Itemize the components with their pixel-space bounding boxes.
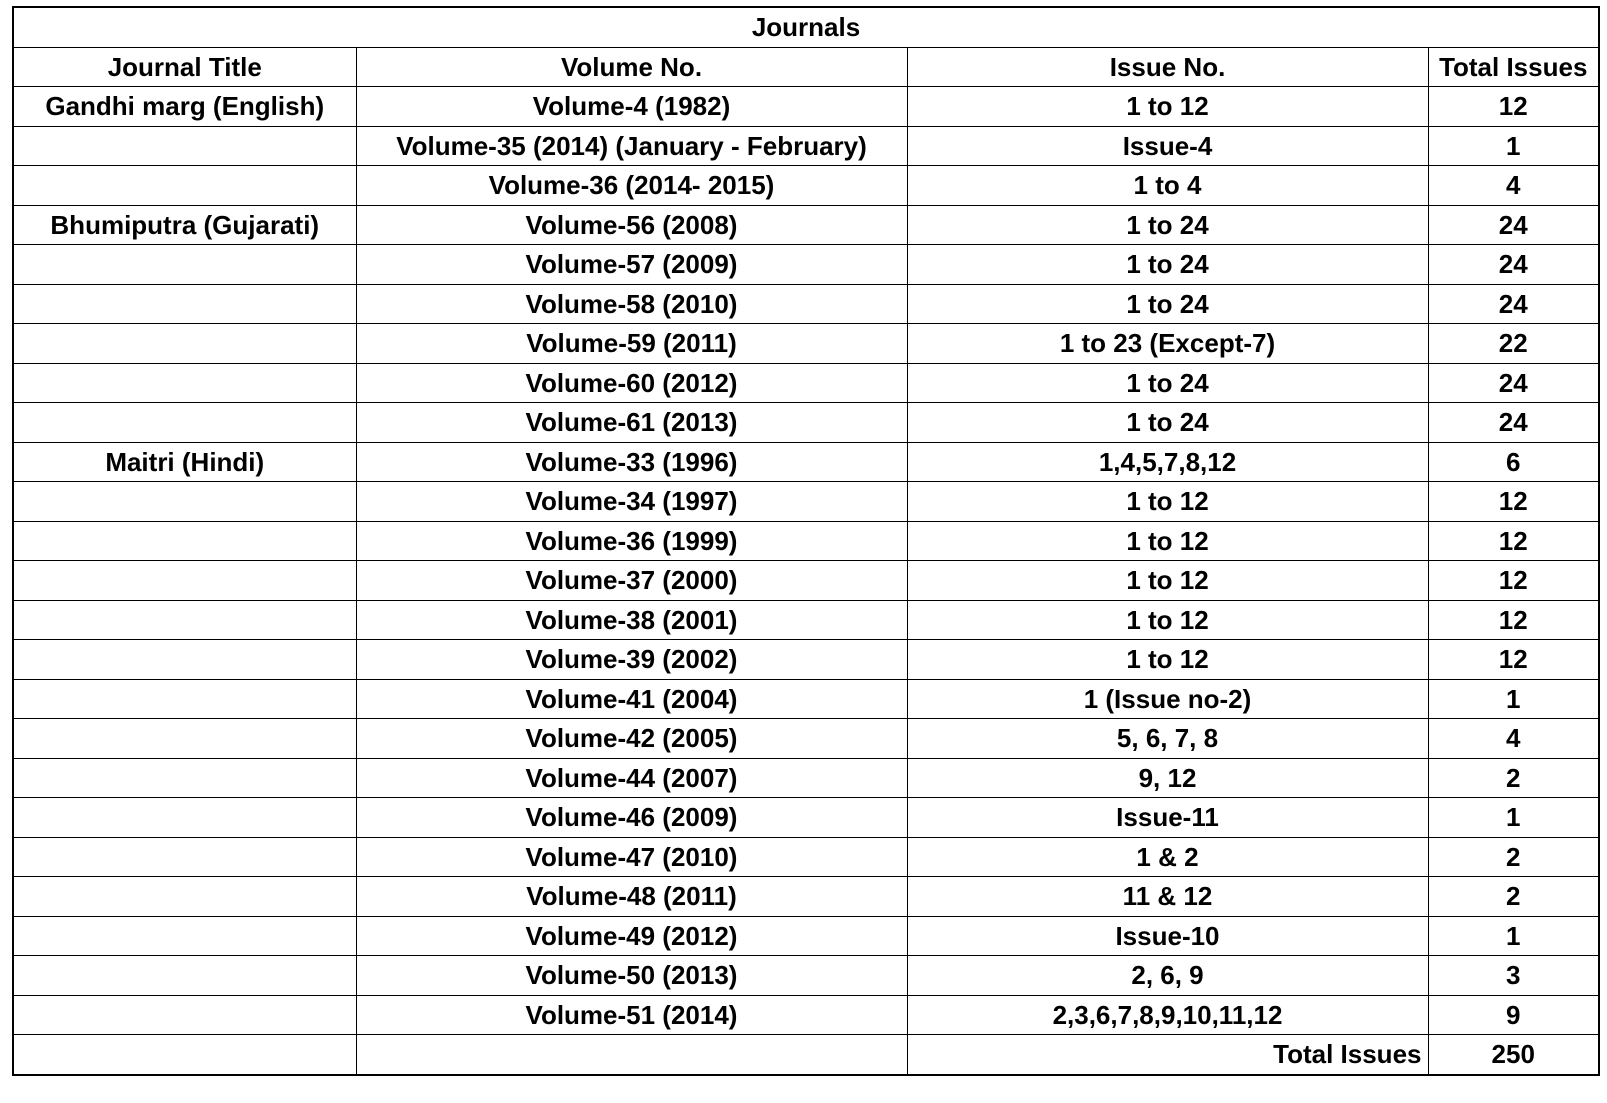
table-row	[13, 719, 1599, 759]
table-row	[13, 245, 1599, 285]
footer-total-label: Total Issues	[907, 1035, 1428, 1075]
cell-total-issues: 24	[1428, 403, 1599, 443]
cell-journal-title	[13, 166, 356, 206]
cell-journal-title	[13, 758, 356, 798]
cell-journal-title	[13, 837, 356, 877]
cell-journal-title: Maitri (Hindi)	[13, 442, 356, 482]
table-row	[13, 126, 1599, 166]
cell-journal-title	[13, 956, 356, 996]
cell-total-issues: 12	[1428, 482, 1599, 522]
cell-journal-title	[13, 719, 356, 759]
cell-issue-no: 1 to 12	[907, 521, 1428, 561]
table-row	[13, 798, 1599, 838]
cell-issue-no: 1 & 2	[907, 837, 1428, 877]
cell-journal-title	[13, 561, 356, 601]
cell-total-issues: 9	[1428, 995, 1599, 1035]
cell-total-issues: 3	[1428, 956, 1599, 996]
table-row	[13, 561, 1599, 601]
cell-volume-no: Volume-36 (2014- 2015)	[356, 166, 907, 206]
cell-issue-no: 11 & 12	[907, 877, 1428, 917]
cell-total-issues: 2	[1428, 877, 1599, 917]
cell-volume-no: Volume-41 (2004)	[356, 679, 907, 719]
cell-volume-no: Volume-44 (2007)	[356, 758, 907, 798]
cell-volume-no: Volume-36 (1999)	[356, 521, 907, 561]
cell-total-issues: 1	[1428, 916, 1599, 956]
cell-volume-no: Volume-33 (1996)	[356, 442, 907, 482]
table-row	[13, 442, 1599, 482]
cell-volume-no: Volume-49 (2012)	[356, 916, 907, 956]
table-row	[13, 956, 1599, 996]
cell-volume-no: Volume-51 (2014)	[356, 995, 907, 1035]
table-row	[13, 837, 1599, 877]
cell-journal-title	[13, 482, 356, 522]
table-row	[13, 284, 1599, 324]
table-header-row	[13, 47, 1599, 87]
cell-volume-no: Volume-47 (2010)	[356, 837, 907, 877]
cell-volume-no: Volume-57 (2009)	[356, 245, 907, 285]
footer-total-value: 250	[1428, 1035, 1599, 1075]
cell-journal-title	[13, 284, 356, 324]
header-issue-no: Issue No.	[907, 47, 1428, 87]
cell-total-issues: 6	[1428, 442, 1599, 482]
cell-total-issues: 2	[1428, 837, 1599, 877]
cell-volume-no: Volume-59 (2011)	[356, 324, 907, 364]
cell-issue-no: 1 to 12	[907, 87, 1428, 127]
cell-total-issues: 12	[1428, 561, 1599, 601]
journals-table	[12, 6, 1600, 1076]
cell-journal-title	[13, 403, 356, 443]
cell-total-issues: 24	[1428, 205, 1599, 245]
cell-total-issues: 24	[1428, 363, 1599, 403]
cell-issue-no: Issue-10	[907, 916, 1428, 956]
cell-total-issues: 1	[1428, 126, 1599, 166]
table-row	[13, 679, 1599, 719]
cell-journal-title	[13, 916, 356, 956]
cell-issue-no: 5, 6, 7, 8	[907, 719, 1428, 759]
table-row	[13, 640, 1599, 680]
cell-volume-no: Volume-58 (2010)	[356, 284, 907, 324]
cell-issue-no: 1 to 24	[907, 403, 1428, 443]
table-row	[13, 916, 1599, 956]
cell-total-issues: 4	[1428, 166, 1599, 206]
cell-volume-no: Volume-38 (2001)	[356, 600, 907, 640]
cell-journal-title	[13, 324, 356, 364]
cell-issue-no: 1 to 23 (Except-7)	[907, 324, 1428, 364]
cell-total-issues: 22	[1428, 324, 1599, 364]
cell-journal-title	[13, 640, 356, 680]
cell-issue-no: Issue-4	[907, 126, 1428, 166]
cell-total-issues: 24	[1428, 284, 1599, 324]
cell-journal-title	[13, 363, 356, 403]
header-volume-no: Volume No.	[356, 47, 907, 87]
cell-issue-no: 1 to 12	[907, 640, 1428, 680]
cell-volume-no: Volume-60 (2012)	[356, 363, 907, 403]
cell-volume-no: Volume-56 (2008)	[356, 205, 907, 245]
cell-journal-title: Gandhi marg (English)	[13, 87, 356, 127]
header-journal-title: Journal Title	[13, 47, 356, 87]
cell-journal-title: Bhumiputra (Gujarati)	[13, 205, 356, 245]
cell-journal-title	[13, 521, 356, 561]
table-row	[13, 205, 1599, 245]
cell-total-issues: 12	[1428, 521, 1599, 561]
cell-total-issues: 12	[1428, 87, 1599, 127]
cell-issue-no: 1 to 12	[907, 482, 1428, 522]
table-row	[13, 403, 1599, 443]
cell-volume-no: Volume-61 (2013)	[356, 403, 907, 443]
cell-volume-no: Volume-35 (2014) (January - February)	[356, 126, 907, 166]
cell-issue-no: 1,4,5,7,8,12	[907, 442, 1428, 482]
cell-total-issues: 2	[1428, 758, 1599, 798]
cell-issue-no: 1 (Issue no-2)	[907, 679, 1428, 719]
cell-total-issues: 12	[1428, 640, 1599, 680]
header-total-issues: Total Issues	[1428, 47, 1599, 87]
cell-volume-no: Volume-34 (1997)	[356, 482, 907, 522]
table-body	[13, 87, 1599, 1035]
table-title: Journals	[13, 7, 1599, 47]
table-title-row	[13, 7, 1599, 47]
cell-journal-title	[13, 877, 356, 917]
cell-issue-no: 9, 12	[907, 758, 1428, 798]
cell-total-issues: 1	[1428, 679, 1599, 719]
table-row	[13, 995, 1599, 1035]
cell-issue-no: 1 to 24	[907, 363, 1428, 403]
cell-issue-no: 2,3,6,7,8,9,10,11,12	[907, 995, 1428, 1035]
cell-volume-no: Volume-50 (2013)	[356, 956, 907, 996]
cell-journal-title	[13, 798, 356, 838]
cell-journal-title	[13, 679, 356, 719]
table-row	[13, 758, 1599, 798]
cell-issue-no: 2, 6, 9	[907, 956, 1428, 996]
cell-volume-no: Volume-46 (2009)	[356, 798, 907, 838]
cell-total-issues: 24	[1428, 245, 1599, 285]
table-row	[13, 166, 1599, 206]
cell-volume-no: Volume-48 (2011)	[356, 877, 907, 917]
cell-total-issues: 12	[1428, 600, 1599, 640]
table-row	[13, 363, 1599, 403]
cell-issue-no: 1 to 4	[907, 166, 1428, 206]
table-row	[13, 482, 1599, 522]
cell-issue-no: 1 to 24	[907, 205, 1428, 245]
cell-volume-no: Volume-39 (2002)	[356, 640, 907, 680]
cell-journal-title	[13, 600, 356, 640]
table-row	[13, 521, 1599, 561]
cell-total-issues: 1	[1428, 798, 1599, 838]
cell-issue-no: 1 to 24	[907, 284, 1428, 324]
cell-journal-title	[13, 126, 356, 166]
table-row	[13, 877, 1599, 917]
cell-journal-title	[13, 995, 356, 1035]
footer-blank-cell	[13, 1035, 356, 1075]
cell-journal-title	[13, 245, 356, 285]
cell-volume-no: Volume-42 (2005)	[356, 719, 907, 759]
footer-blank-cell	[356, 1035, 907, 1075]
cell-issue-no: Issue-11	[907, 798, 1428, 838]
cell-total-issues: 4	[1428, 719, 1599, 759]
table-footer-row	[13, 1035, 1599, 1075]
table-row	[13, 87, 1599, 127]
table-row	[13, 324, 1599, 364]
cell-issue-no: 1 to 24	[907, 245, 1428, 285]
cell-issue-no: 1 to 12	[907, 561, 1428, 601]
cell-issue-no: 1 to 12	[907, 600, 1428, 640]
cell-volume-no: Volume-37 (2000)	[356, 561, 907, 601]
table-row	[13, 600, 1599, 640]
cell-volume-no: Volume-4 (1982)	[356, 87, 907, 127]
